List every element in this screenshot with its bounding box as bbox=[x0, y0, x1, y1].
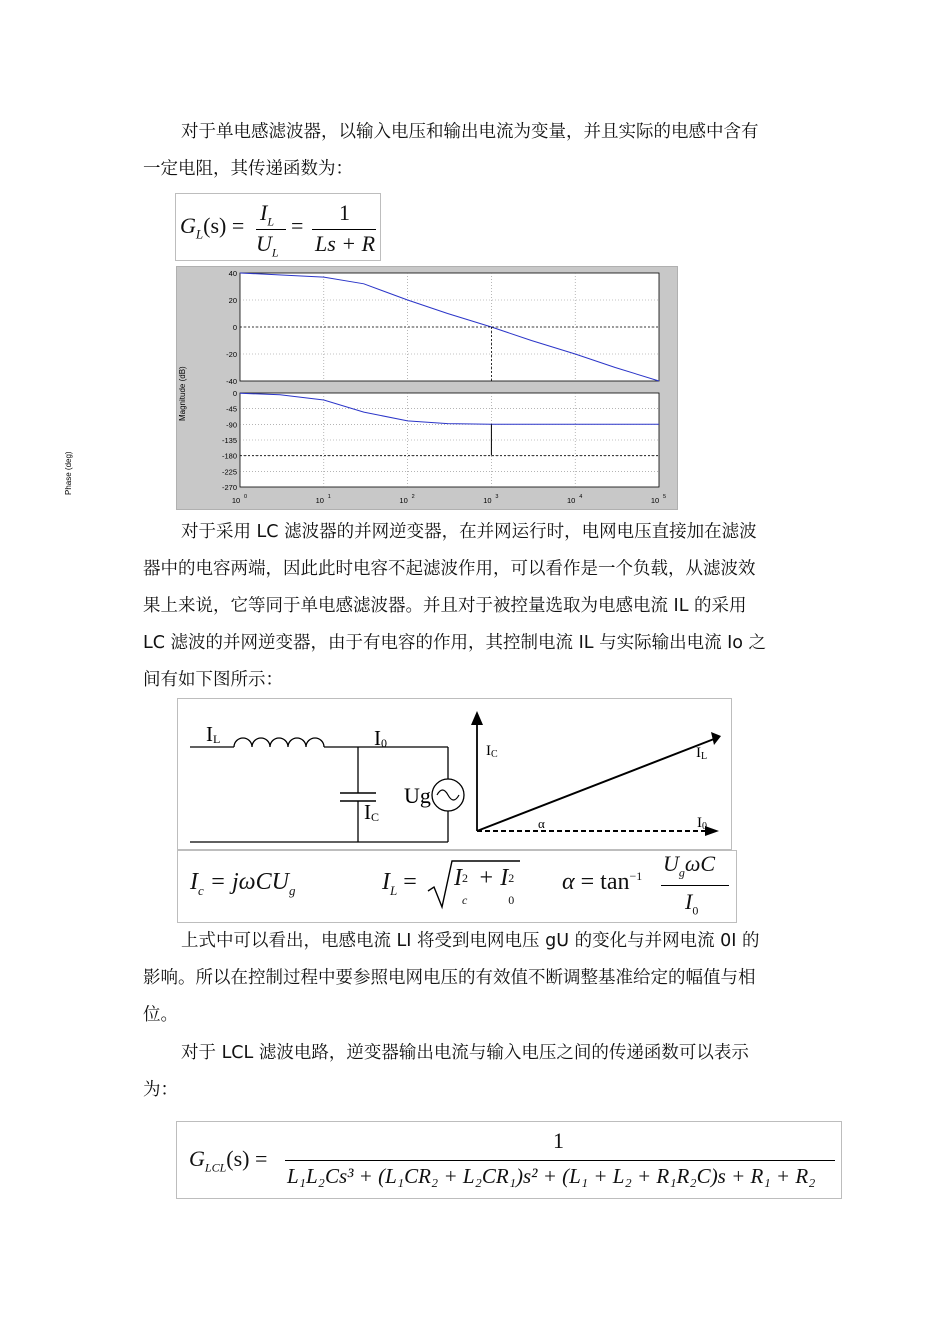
formula-gl-eq: = bbox=[291, 213, 304, 238]
phasor-il-arrow-icon bbox=[711, 732, 721, 745]
formula-lcl-fraction-bar bbox=[285, 1160, 835, 1161]
paragraph-1 bbox=[143, 114, 807, 188]
formula-il: $I_L$ = bbox=[382, 869, 417, 898]
formula-lcl-num: 1 bbox=[553, 1128, 564, 1153]
formula-ic: $I_c = j\omega CU_g$ bbox=[190, 869, 296, 898]
x-tick-label: 10 bbox=[231, 496, 241, 505]
y-tick-label: 0 bbox=[232, 323, 237, 332]
formula-alpha-den: $I_0$ bbox=[685, 889, 699, 918]
phasor-label-io: I0 bbox=[697, 815, 707, 832]
paragraph-2 bbox=[143, 514, 807, 699]
paragraph-4 bbox=[143, 1035, 807, 1109]
sine-wave-icon bbox=[437, 790, 459, 800]
formula-gl-box bbox=[175, 193, 381, 261]
inductor bbox=[234, 738, 324, 747]
circuit-svg bbox=[178, 699, 731, 849]
label-io: I0 bbox=[374, 726, 387, 750]
formula-lcl-den: L₁L₂Cs³ + (L₁CR₂ + L₂CR₁)s² + (L₁ + L₂ + R₁R₂C)s + R₁ + R₂ bbox=[287, 1164, 816, 1188]
formula-lcl-box bbox=[176, 1121, 842, 1199]
formula-gl-num2: 1 bbox=[339, 200, 350, 225]
paragraph-3 bbox=[143, 923, 807, 1034]
formula-lc-box bbox=[177, 850, 737, 923]
phasor-y-arrow-icon bbox=[471, 711, 483, 725]
phase-axes bbox=[240, 393, 659, 487]
formula-gl-den1-sub: L bbox=[271, 245, 279, 260]
formula-gl-arg: (s) = bbox=[203, 213, 245, 238]
y-tick-label: -20 bbox=[226, 350, 237, 359]
y-tick-label: -180 bbox=[221, 451, 237, 461]
formula-alpha: $\alpha = \tan^{-1}$ bbox=[562, 869, 643, 895]
x-tick-label: 10 bbox=[650, 496, 660, 505]
x-tick-exponent: 5 bbox=[663, 494, 667, 500]
paragraph-1-line-1: 对于单电感滤波器，以输入电压和输出电流为变量，并且实际的电感中含有 bbox=[181, 122, 759, 142]
phasor-il-vector bbox=[477, 739, 714, 831]
magnitude-ylabel: Magnitude (dB) bbox=[178, 366, 187, 421]
paragraph-2-line-3: 果上来说，它等同于单电感滤波器。并且对于被控量选取为电感电流 IL 的采用 bbox=[143, 596, 747, 616]
paragraph-3-line-1: 上式中可以看出，电感电流 LI 将受到电网电压 gU 的变化与并网电流 0I 的 bbox=[181, 931, 760, 951]
formula-gl-fraction-bar-1 bbox=[256, 229, 286, 230]
y-tick-label: 40 bbox=[228, 269, 237, 278]
phasor-label-ic: IC bbox=[486, 743, 498, 760]
bode-plot-svg bbox=[64, 267, 677, 509]
formula-il-radicand: I 2 c + I 2 0 bbox=[454, 865, 515, 907]
formula-gl-lhs: G bbox=[180, 213, 196, 238]
paragraph-2-line-1: 对于采用 LC 滤波器的并网逆变器，在并网运行时，电网电压直接加在滤波 bbox=[181, 522, 757, 542]
phase-ylabel: Phase (deg) bbox=[64, 451, 73, 495]
phasor-label-il: IL bbox=[696, 745, 708, 762]
paragraph-4-line-1: 对于 LCL 滤波电路，逆变器输出电流与输入电压之间的传递函数可以表示 bbox=[181, 1043, 749, 1063]
paragraph-3-line-2: 影响。所以在控制过程中要参照电网电压的有效值不断调整基准给定的幅值与相 bbox=[143, 968, 756, 988]
x-tick-exponent: 1 bbox=[327, 494, 331, 500]
paragraph-1-line-2: 一定电阻，其传递函数为： bbox=[143, 159, 353, 179]
y-tick-label: -45 bbox=[226, 404, 237, 414]
paragraph-3-line-3: 位。 bbox=[143, 1005, 178, 1025]
bode-plot bbox=[64, 266, 678, 510]
y-tick-label: -135 bbox=[221, 436, 237, 445]
y-tick-label: 20 bbox=[228, 296, 237, 305]
x-tick-exponent: 2 bbox=[411, 494, 415, 500]
x-tick-exponent: 4 bbox=[579, 494, 583, 500]
label-ic: IC bbox=[364, 800, 380, 824]
formula-lcl-lhs: $G_{LCL}(s)$ = bbox=[189, 1146, 268, 1175]
y-tick-label: -40 bbox=[226, 377, 237, 386]
formula-gl-den2: Ls + R bbox=[315, 231, 376, 256]
formula-gl-fraction-bar-2 bbox=[312, 229, 376, 230]
x-tick-label: 10 bbox=[399, 496, 408, 505]
label-il: IL bbox=[206, 722, 221, 746]
formula-gl-num1-sub: L bbox=[267, 214, 275, 229]
paragraph-4-line-2: 为： bbox=[143, 1080, 178, 1100]
paragraph-2-line-4: LC 滤波的并网逆变器，由于有电容的作用，其控制电流 IL 与实际输出电流 Io 之 bbox=[143, 633, 767, 653]
formula-alpha-num: $U_g\omega C$ bbox=[663, 851, 716, 880]
x-tick-exponent: 0 bbox=[244, 494, 248, 500]
x-tick-label: 10 bbox=[315, 496, 324, 505]
y-tick-label: -90 bbox=[226, 420, 237, 430]
circuit-diagram bbox=[177, 698, 732, 850]
formula-gl-lhs-sub: L bbox=[195, 226, 204, 242]
label-ug: Ug bbox=[404, 783, 431, 808]
paragraph-2-line-5: 间有如下图所示： bbox=[143, 670, 283, 690]
x-tick-label: 10 bbox=[483, 496, 492, 505]
y-tick-label: 0 bbox=[232, 389, 237, 398]
x-tick-label: 10 bbox=[567, 496, 576, 505]
formula-alpha-fraction-bar bbox=[661, 885, 729, 886]
x-tick-exponent: 3 bbox=[495, 494, 499, 500]
formula-gl-num1: I bbox=[260, 200, 268, 225]
paragraph-2-line-2: 器中的电容两端，因此此时电容不起滤波作用，可以看作是一个负载，从滤波效 bbox=[143, 559, 756, 579]
phasor-label-alpha: α bbox=[538, 816, 545, 831]
y-tick-label: -225 bbox=[221, 467, 237, 477]
y-tick-label: -270 bbox=[221, 483, 237, 492]
phasor-io-arrow-icon bbox=[705, 826, 719, 836]
formula-gl-den1: U bbox=[256, 231, 272, 256]
